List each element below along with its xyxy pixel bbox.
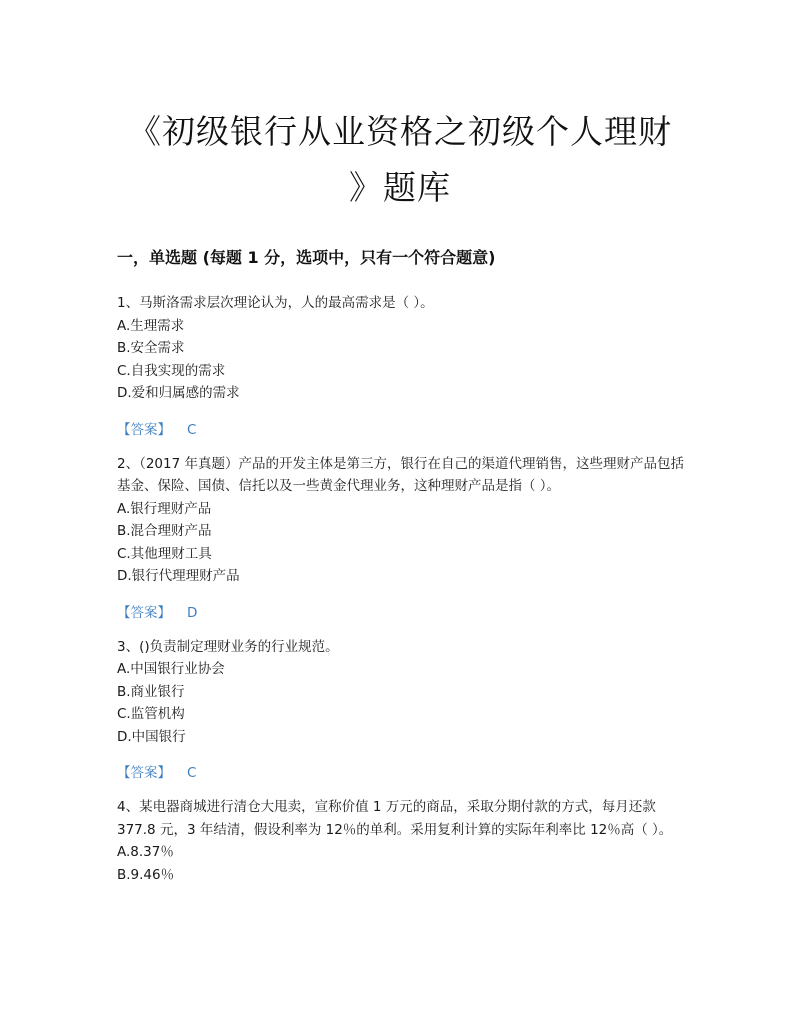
question-list xyxy=(117,292,689,898)
option-d: D.中国银行 xyxy=(117,728,186,745)
question-1 xyxy=(117,292,689,441)
option-c: C.自我实现的需求 xyxy=(117,362,226,379)
answer-value: C xyxy=(187,421,197,438)
option-b: B.9.46％ xyxy=(117,866,175,883)
answer-line xyxy=(117,762,689,784)
question-text: 2、（2017 年真题）产品的开发主体是第三方，银行在自己的渠道代理销售，这些理财产品包括基金、保险、国债、信托以及一些黄金代理业务，这种理财产品是指（ ）。 xyxy=(117,455,684,494)
question-text: 3、()负责制定理财业务的行业规范。 xyxy=(117,638,339,655)
question-2 xyxy=(117,453,689,624)
question-4 xyxy=(117,796,689,886)
answer-label: 【答案】 xyxy=(117,604,171,621)
option-b: B.商业银行 xyxy=(117,683,185,700)
option-a: A.中国银行业协会 xyxy=(117,661,225,677)
option-d: D.爱和归属感的需求 xyxy=(117,385,240,401)
answer-value: C xyxy=(187,765,197,781)
question-3 xyxy=(117,636,689,785)
option-d: D.银行代理理财产品 xyxy=(117,568,240,584)
answer-value: D xyxy=(187,604,198,621)
option-b: B.混合理财产品 xyxy=(117,523,212,539)
option-a: A.生理需求 xyxy=(117,317,185,334)
document-title-line2: 》题库 xyxy=(349,168,451,207)
document-title-line1: 《初级银行从业资格之初级个人理财 xyxy=(128,112,672,151)
document-title xyxy=(60,104,740,216)
option-c: C.其他理财工具 xyxy=(117,545,212,562)
option-b: B.安全需求 xyxy=(117,340,185,356)
section-heading: 一，单选题 (每题 1 分，选项中，只有一个符合题意) xyxy=(117,248,496,267)
question-text: 4、某电器商城进行清仓大甩卖，宣称价值 1 万元的商品，采取分期付款的方式，每月还款 377.8 元，3 年结清，假设利率为 12％的单利。采用复利计算的实际年利率比 12％高（ ）。 xyxy=(117,799,673,838)
option-a: A.银行理财产品 xyxy=(117,500,212,517)
answer-line xyxy=(117,419,689,441)
option-c: C.监管机构 xyxy=(117,706,185,722)
answer-line xyxy=(117,602,689,624)
option-a: A.8.37％ xyxy=(117,844,174,860)
answer-label: 【答案】 xyxy=(117,421,171,438)
answer-label: 【答案】 xyxy=(117,765,171,781)
question-text: 1、马斯洛需求层次理论认为，人的最高需求是（ ）。 xyxy=(117,295,434,311)
